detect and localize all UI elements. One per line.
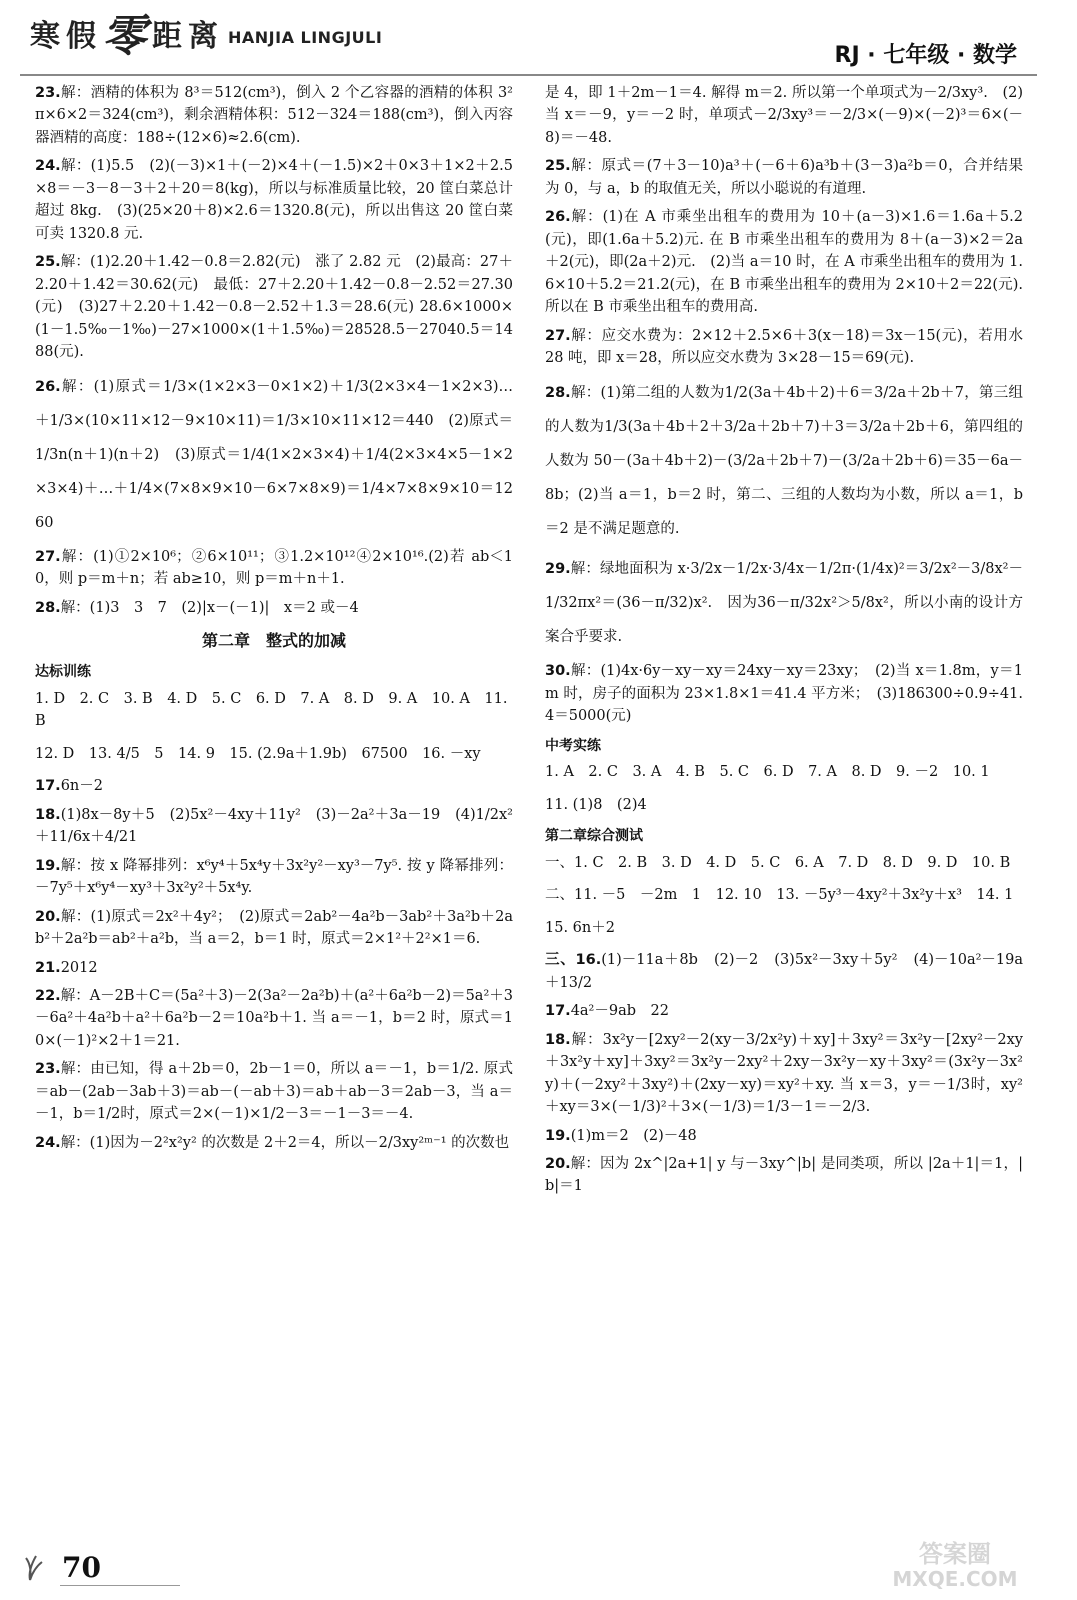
choice-answers: 11. (1)8 (2)4 — [545, 796, 647, 813]
brand-logo — [28, 11, 383, 62]
choice-answers: 1. D 2. C 3. B 4. D 5. C 6. D 7. A 8. D 9. A 10. A 11. B — [35, 690, 508, 730]
answer-item: 21.2012 — [35, 959, 98, 976]
answer-item: 30.解：(1)4x·6y－xy－xy＝24xy－xy＝23xy； (2)当 x＝1.8m，y＝1m 时，房子的面积为 23×1.8×1＝41.4 平方米； (3)186300÷0.9÷41.4＝5000(元) — [545, 663, 1023, 725]
answer-item: 23.解：酒精的体积为 8³＝512(cm³)，倒入 2 个乙容器的酒精的体积 3²π×6×2＝324(cm³)，剩余酒精体积：512－324＝188(cm³)，倒入丙容器酒精的高度：188÷(12×6)≈2.6(cm). — [35, 85, 513, 146]
brand-char: 离 — [188, 19, 218, 54]
answer-item: 20.解：(1)原式＝2x²＋4y²； (2)原式＝2ab²－4a²b－3ab²＋3a²b＋2ab²＋2a²b＝ab²＋a²b，当 a＝2，b＝1 时，原式＝2×1²＋2²×1＝6. — [35, 908, 513, 948]
answer-item: 18.解：3x²y－[2xy²－2(xy－3/2x²y)＋xy]＋3xy²＝3x²y－[2xy²－2xy＋3x²y＋xy]＋3xy²＝3x²y－2xy²＋2xy－3x²y－xy＋3xy²＝(3x²y－3x²y)＋(－2xy²＋3xy²)＋(2xy－xy)＝xy²＋xy. 当 x＝3，y＝－1/3时，xy²＋xy＝3×(－1/3)²＋3×(－1/3)＝1/3－1＝－2/3. — [545, 1031, 1023, 1116]
answer-item: 25.解：原式＝(7＋3－10)a³＋(－6＋6)a³b＋(3－3)a²b＝0，合并结果为 0，与 a，b 的取值无关，所以小聪说的有道理. — [545, 158, 1023, 197]
answer-item: 27.解：应交水费为：2×12＋2.5×6＋3(x－18)＝3x－15(元)，若用水 28 吨，即 x＝28，所以应交水费为 3×28－15＝69(元). — [545, 327, 1023, 367]
answer-item: 20.解：因为 2x^|2a+1| y 与－3xy^|b| 是同类项，所以 |2a＋1|＝1，|b|＝1 — [545, 1156, 1023, 1195]
answer-item: 19.(1)m＝2 (2)－48 — [545, 1127, 697, 1144]
answer-item: 19.解：按 x 降幂排列：x⁶y⁴＋5x⁴y＋3x²y²－xy³－7y⁵. 按 y 降幂排列：－7y⁵＋x⁶y⁴－xy³＋3x²y²＋5x⁴y. — [35, 857, 513, 897]
answer-item: 25.解：(1)2.20＋1.42－0.8＝2.82(元) 涨了 2.82 元 (2)最高：27＋2.20＋1.42＝30.62(元) 最低：27＋2.20＋1.42－0.8－2.52＝27.30(元) (3)27＋2.20＋1.42－0.8－2.52＋1.3＝28.6(元) 28.6×1000×(1－1.5‰－1‰)－27×1000×(1＋1.5‰)＝28528.5－27040.5＝1488(元). — [35, 254, 513, 361]
page-number: 70 — [62, 1551, 101, 1584]
section-heading: 中考实练 — [545, 737, 601, 754]
choice-answers: 一、1. C 2. B 3. D 4. D 5. C 6. A 7. D 8. D 9. D 10. B — [545, 854, 1011, 871]
answer-item: 是 4，即 1＋2m－1＝4. 解得 m＝2. 所以第一个单项式为－2/3xy³. (2)当 x＝－9，y＝－2 时，单项式－2/3xy³＝－2/3×(－9)×(－2)³＝6×(－8)＝－48. — [545, 85, 1023, 146]
answer-item: 18.(1)8x－8y＋5 (2)5x²－4xy＋11y² (3)－2a²＋3a－19 (4)1/2x²＋11/6x＋4/21 — [35, 806, 513, 846]
brand-char: 零 — [102, 11, 146, 62]
answer-item: 26.解：(1)原式＝1/3×(1×2×3－0×1×2)＋1/3(2×3×4－1×2×3)…＋1/3×(10×11×12－9×10×11)＝1/3×10×11×12＝440 (2)原式＝1/3n(n＋1)(n＋2) (3)原式＝1/4(1×2×3×4)＋1/4(2×3×4×5－1×2×3×4)＋…＋1/4×(7×8×9×10－6×7×8×9)＝1/4×7×8×9×10＝1260 — [35, 378, 513, 531]
brand-char: 寒 — [30, 19, 60, 54]
section-heading: 达标训练 — [35, 664, 91, 681]
watermark-logo — [855, 1536, 1055, 1592]
section-heading: 第二章综合测试 — [545, 828, 643, 845]
right-column — [545, 82, 1023, 1204]
plant-icon — [22, 1552, 56, 1582]
answer-item: 29.解：绿地面积为 x·3/2x－1/2x·3/4x－1/2π·(1/4x)²＝3/2x²－3/8x²－1/32πx²＝(36－π/32)x². 因为36－π/32x²＞5/8x²，所以小南的设计方案合乎要求. — [545, 560, 1023, 646]
answer-item: 23.解：由已知，得 a＋2b＝0，2b－1＝0，所以 a＝－1，b＝1/2. 原式＝ab－(2ab－3ab＋3)＝ab－(－ab＋3)＝ab＋ab－3＝2ab－3，当 a＝－1，b＝1/2时，原式＝2×(－1)×1/2－3＝－1－3＝－4. — [35, 1061, 513, 1123]
page-footer — [0, 1540, 1077, 1600]
answer-item: 28.解：(1)3 3 7 (2)|x－(－1)| x＝2 或－4 — [35, 599, 359, 616]
answer-item: 17.4a²－9ab 22 — [545, 1003, 669, 1020]
choice-answers: 15. 6n＋2 — [545, 919, 615, 936]
chapter-title: 第二章 整式的加减 — [201, 631, 346, 651]
answer-item: 26.解：(1)在 A 市乘坐出租车的费用为 10＋(a－3)×1.6＝1.6a＋5.2(元)，即(1.6a＋5.2)元. 在 B 市乘坐出租车的费用为 8＋(a－3)×2＝2a＋2(元)，即(2a＋2)元. (2)当 a＝10 时，在 A 市乘坐出租车的费用为 1.6×10＋5.2＝21.2(元)，在 B 市乘坐出租车的费用为 2×10＋2＝22(元). 所以在 B 市乘坐出租车的费用高. — [545, 209, 1023, 316]
choice-answers: 1. A 2. C 3. A 4. B 5. C 6. D 7. A 8. D 9. －2 10. 1 — [545, 764, 990, 781]
watermark-text: 答案圈 — [919, 1540, 991, 1568]
answer-item: 三、16.(1)－11a＋8b (2)－2 (3)5x²－3xy＋5y² (4)－10a²－19a＋13/2 — [545, 952, 1023, 991]
answer-item: 28.解：(1)第二组的人数为1/2(3a＋4b＋2)＋6＝3/2a＋2b＋7，第三组的人数为1/3(3a＋4b＋2＋3/2a＋2b＋7)＋3＝3/2a＋2b＋6，第四组的人数为 50－(3a＋4b＋2)－(3/2a＋2b＋7)－(3/2a＋2b＋6)＝35－6a－8b；(2)当 a＝1，b＝2 时，第二、三组的人数均为小数，所以 a＝1，b＝2 是不满足题意的. — [545, 384, 1023, 537]
header-divider — [20, 74, 1037, 76]
footer-divider — [60, 1585, 180, 1586]
choice-answers: 二、11. －5 －2m 1 12. 10 13. －5y³－4xy²＋3x²y＋x³ 14. 1 — [545, 887, 1014, 904]
answer-item: 27.解：(1)①2×10⁶；②6×10¹¹；③1.2×10¹²④2×10¹⁶.(2)若 ab＜10，则 p＝m＋n；若 ab≥10，则 p＝m＋n＋1. — [35, 548, 513, 588]
book-subject: RJ · 七年级 · 数学 — [834, 43, 1017, 68]
brand-char: 距 — [152, 19, 182, 54]
choice-answers: 12. D 13. 4/5 5 14. 9 15. (2.9a＋1.9b) 67500 16. －xy — [35, 745, 481, 762]
watermark-url: MXQE.COM — [892, 1567, 1018, 1591]
answer-item: 22.解：A－2B＋C＝(5a²＋3)－2(3a²－2a²b)＋(a²＋6a²b－2)＝5a²＋3－6a²＋4a²b＋a²＋6a²b－2＝10a²b＋1. 当 a＝－1，b＝2 时，原式＝10×(－1)²×2＋1＝21. — [35, 987, 513, 1049]
page-header — [0, 0, 1077, 72]
brand-english: HANJIA LINGJULI — [228, 27, 383, 47]
answer-item: 17.6n－2 — [35, 778, 103, 795]
answer-item: 24.解：(1)5.5 (2)(－3)×1＋(－2)×4＋(－1.5)×2＋0×3＋1×2＋2.5×8＝－3－8－3＋2＋20＝8(kg)，所以与标准质量比较，20 筐白菜总计超过 8kg. (3)(25×20＋8)×2.6＝1320.8(元)，所以出售这 20 筐白菜可卖 1320.8 元. — [35, 158, 513, 242]
left-column — [35, 82, 513, 1160]
answer-item: 24.解：(1)因为－2²x²y² 的次数是 2＋2＝4，所以－2/3xy²ᵐ⁻¹ 的次数也 — [35, 1134, 510, 1151]
brand-char: 假 — [66, 19, 96, 54]
